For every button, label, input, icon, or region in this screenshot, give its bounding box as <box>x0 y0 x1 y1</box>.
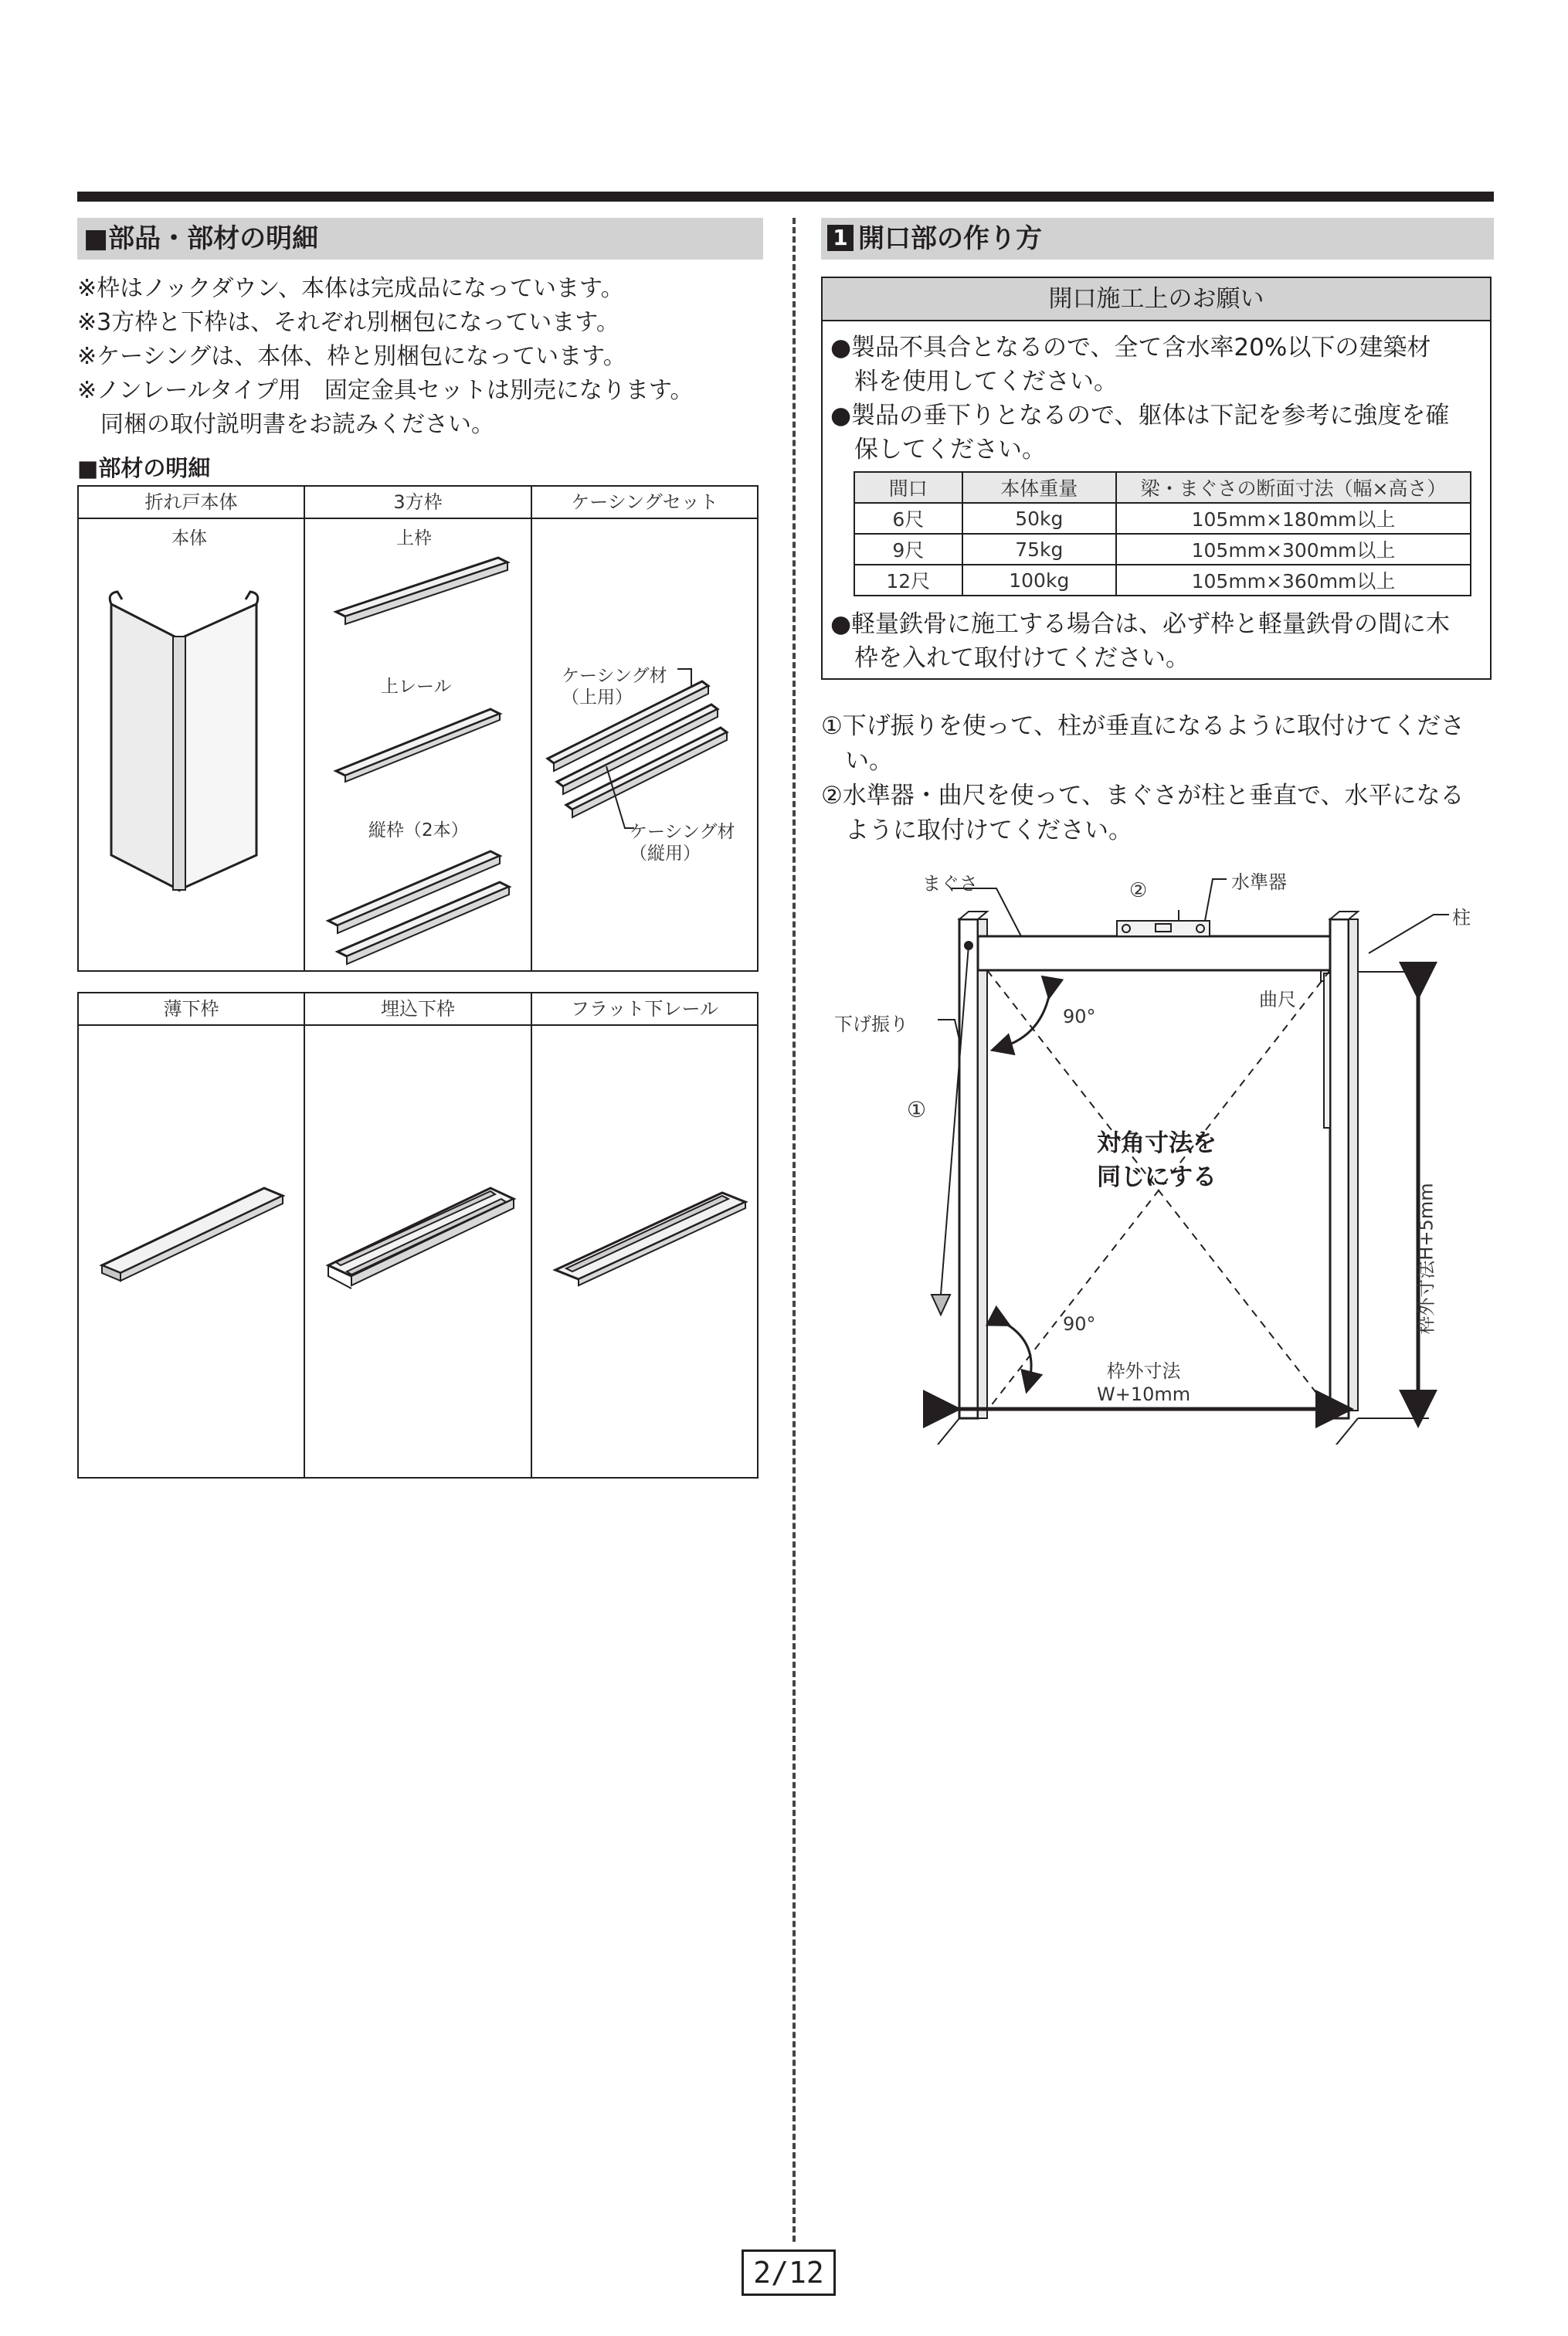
spec-header-opening: 間口 <box>854 472 962 503</box>
page-number: 2/12 <box>742 2249 836 2296</box>
installation-steps <box>821 709 1464 848</box>
label-width-line-1: 枠外寸法 <box>1106 1360 1181 1382</box>
casing-upper-label: ケーシング材 <box>562 666 667 686</box>
spec-cell: 105mm×360mm以上 <box>1116 565 1471 596</box>
request-item-1-line-1: ●製品不具合となるので、全て含水率20%以下の建築材 <box>830 334 1431 362</box>
spec-cell: 6尺 <box>854 503 962 534</box>
top-rule <box>77 192 1494 202</box>
request-item-2-line-1: ●製品の垂下りとなるので、躯体は下記を参考に強度を確 <box>830 402 1450 430</box>
spec-cell: 12尺 <box>854 565 962 596</box>
request-item-2-line-2: 保してください。 <box>830 436 1046 463</box>
cell-three-frame <box>304 518 531 971</box>
note-line: ※枠はノックダウン、本体は完成品になっています。 <box>77 275 624 302</box>
opening-section-title-text: 開口部の作り方 <box>858 223 1042 254</box>
request-item-3-line-2: 枠を入れて取付けてください。 <box>830 644 1190 672</box>
spec-cell: 50kg <box>962 503 1116 534</box>
label-carpenter-square: 曲尺 <box>1259 989 1296 1010</box>
vertical-frame-label: 縦枠（2本） <box>368 820 469 840</box>
step-1-line-1: ①下げ振りを使って、柱が垂直になるように取付けてくださ <box>821 712 1465 740</box>
note-line: 同梱の取付説明書をお読みください。 <box>77 411 494 438</box>
cell-embedded-lower-frame <box>304 1025 531 1478</box>
embedded-lower-frame-illustration <box>321 1173 521 1319</box>
label-width-dimension <box>1097 1360 1190 1406</box>
spec-cell: 75kg <box>962 534 1116 565</box>
cell-casing-set <box>531 518 758 971</box>
label-post: 柱 <box>1452 907 1471 929</box>
parts-detail-subtitle: ■部材の明細 <box>77 455 211 481</box>
note-line: ※3方枠と下枠は、それぞれ別梱包になっています。 <box>77 309 619 336</box>
col-header-flat-lower-rail: フラット下レール <box>531 993 758 1025</box>
thin-lower-frame-illustration <box>94 1180 295 1304</box>
col-header-three-frame: 3方枠 <box>304 486 531 518</box>
casing-upper-sub: （上用） <box>562 688 633 708</box>
cell-thin-lower-frame <box>78 1025 304 1478</box>
parts-table-1 <box>77 485 759 972</box>
flat-lower-rail-illustration <box>548 1177 748 1309</box>
label-lintel: まぐさ <box>922 873 978 895</box>
spec-cell: 100kg <box>962 565 1116 596</box>
column-divider <box>792 218 796 2242</box>
parts-table-2 <box>77 992 759 1479</box>
cell-flat-lower-rail <box>531 1025 758 1478</box>
section-number-badge: 1 <box>827 225 854 251</box>
spec-header-weight: 本体重量 <box>962 472 1116 503</box>
label-height-dimension: 枠外寸法H+5mm <box>1415 1183 1437 1335</box>
label-plumb-bob: 下げ振り <box>834 1014 908 1035</box>
label-equal-diagonals-line-2: 同じにする <box>1097 1163 1217 1191</box>
spec-header-section: 梁・まぐさの断面寸法（幅×高さ） <box>1116 472 1471 503</box>
parts-notes <box>77 272 694 442</box>
vertical-frame-illustration <box>321 844 521 967</box>
casing-vertical-sub: （縦用） <box>630 844 701 864</box>
label-angle-top: 90° <box>1063 1006 1096 1027</box>
upper-frame-label: 上枠 <box>396 528 432 548</box>
step-1-line-2: い。 <box>821 747 893 775</box>
upper-frame-illustration <box>328 550 514 627</box>
step-2-line-1: ②水準器・曲尺を使って、まぐさが柱と垂直で、水平になる <box>821 782 1464 810</box>
label-circle-2: ② <box>1129 879 1148 902</box>
strength-spec-table <box>854 471 1471 596</box>
note-line: ※ケーシングは、本体、枠と別梱包になっています。 <box>77 343 626 370</box>
col-header-thin-lower-frame: 薄下枠 <box>78 993 304 1025</box>
request-title: 開口施工上のお願い <box>823 278 1490 321</box>
col-header-folding-door: 折れ戸本体 <box>78 486 304 518</box>
spec-cell: 105mm×300mm以上 <box>1116 534 1471 565</box>
label-equal-diagonals-line-1: 対角寸法を <box>1097 1129 1217 1157</box>
upper-rail-illustration <box>328 701 514 786</box>
spec-cell: 105mm×180mm以上 <box>1116 503 1471 534</box>
col-header-embedded-lower-frame: 埋込下枠 <box>304 993 531 1025</box>
casing-illustration <box>540 658 756 836</box>
col-header-casing-set: ケーシングセット <box>531 486 758 518</box>
label-level: 水準器 <box>1231 871 1287 893</box>
construction-request-box <box>821 277 1492 680</box>
note-line: ※ノンレールタイプ用 固定金具セットは別売になります。 <box>77 377 694 404</box>
label-angle-bottom: 90° <box>1063 1313 1096 1335</box>
label-width-line-2: W+10mm <box>1097 1384 1191 1405</box>
upper-rail-label: 上レール <box>381 677 452 697</box>
spec-cell: 9尺 <box>854 534 962 565</box>
folding-door-illustration <box>102 581 287 905</box>
opening-section-title <box>821 218 1494 260</box>
request-item-3-line-1: ●軽量鉄骨に施工する場合は、必ず枠と軽量鉄骨の間に木 <box>830 610 1451 638</box>
step-2-line-2: ように取付けてください。 <box>821 817 1132 844</box>
request-item-1-line-2: 料を使用してください。 <box>830 368 1118 396</box>
parts-section-title: ■部品・部材の明細 <box>77 218 763 260</box>
casing-vertical-label: ケーシング材 <box>630 822 735 842</box>
label-circle-1: ① <box>907 1097 927 1122</box>
cell-door-body <box>78 518 304 971</box>
label-equal-diagonals <box>1097 1126 1217 1194</box>
body-label: 本体 <box>171 528 207 548</box>
